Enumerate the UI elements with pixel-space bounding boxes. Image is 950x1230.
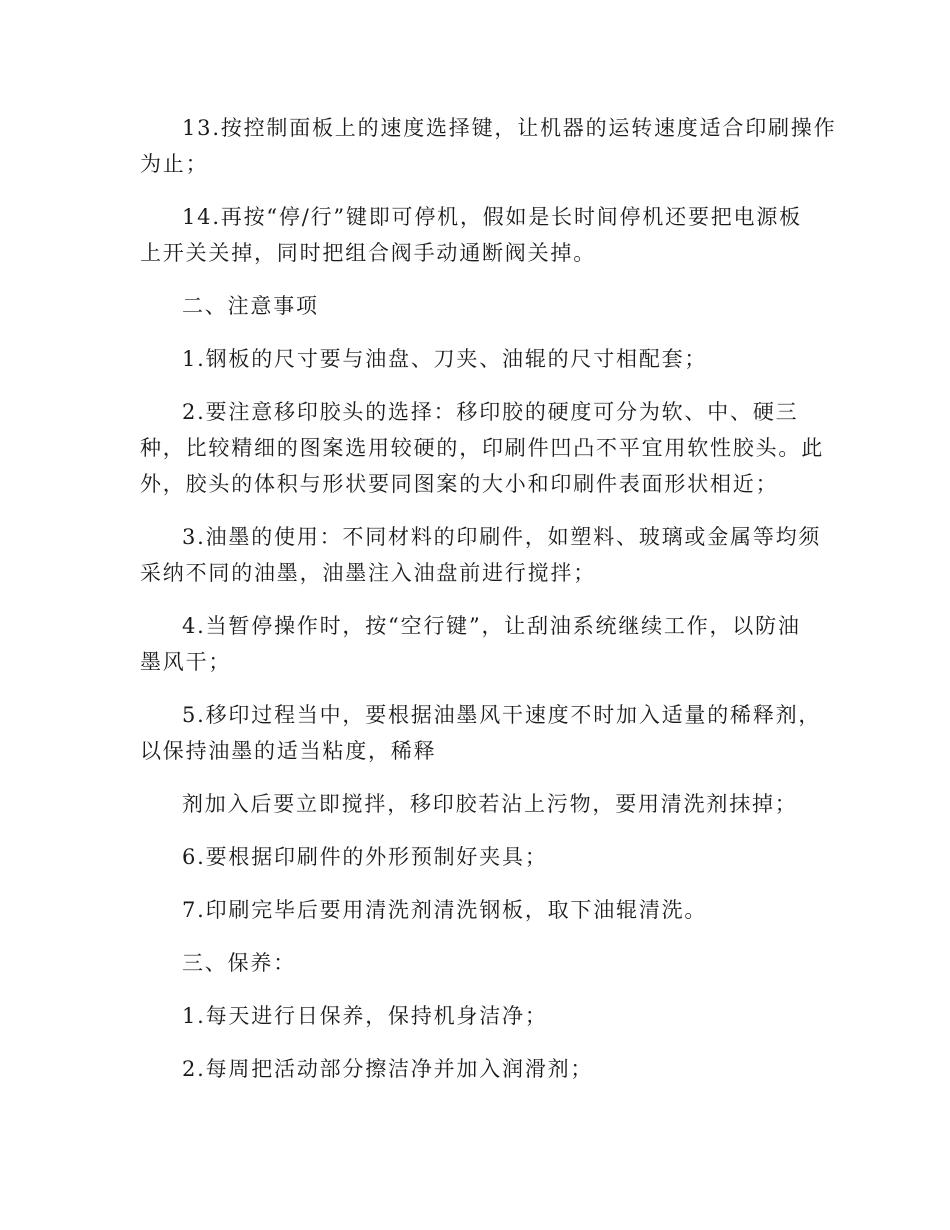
section-heading-maintenance: 三、保养： — [182, 951, 296, 975]
note-5-line-2: 以保持油墨的适当粘度，稀释 — [140, 739, 437, 763]
note-3-line-2: 采纳不同的油墨，油墨注入油盘前进行搅拌； — [140, 561, 596, 585]
note-7: 7.印刷完毕后要用清洗剂清洗钢板，取下油辊清洗。 — [182, 898, 708, 922]
maintenance-2: 2.每周把活动部分擦洁净并加入润滑剂； — [182, 1057, 594, 1081]
note-6: 6.要根据印刷件的外形预制好夹具； — [182, 845, 548, 869]
paragraph-14-line-2: 上开关关掉，同时把组合阀手动通断阀关掉。 — [140, 241, 596, 265]
note-1: 1.钢板的尺寸要与油盘、刀夹、油辊的尺寸相配套； — [182, 347, 708, 371]
paragraph-14-line-1: 14.再按“停/行”键即可停机，假如是长时间停机还要把电源板 — [182, 205, 802, 229]
paragraph-13-line-2: 为止； — [140, 152, 209, 176]
note-3-line-1: 3.油墨的使用：不同材料的印刷件，如塑料、玻璃或金属等均须 — [182, 525, 822, 549]
paragraph-13-line-1: 13.按控制面板上的速度选择键，让机器的运转速度适合印刷操作 — [182, 116, 837, 140]
note-2-line-3: 外，胶头的体积与形状要同图案的大小和印刷件表面形状相近； — [140, 472, 779, 496]
note-5-line-1: 5.移印过程当中，要根据油墨风干速度不时加入适量的稀释剂， — [182, 703, 822, 727]
note-2-line-2: 种，比较精细的图案选用较硬的，印刷件凹凸不平宜用软性胶头。此 — [140, 436, 824, 460]
note-4-line-1: 4.当暂停操作时，按“空行键”，让刮油系统继续工作，以防油 — [182, 614, 801, 638]
maintenance-1: 1.每天进行日保养，保持机身洁净； — [182, 1004, 548, 1028]
note-4-line-2: 墨风干； — [140, 650, 232, 674]
note-5-continuation: 剂加入后要立即搅拌，移印胶若沾上污物，要用清洗剂抹掉； — [182, 792, 798, 816]
section-heading-notes: 二、注意事项 — [182, 294, 319, 318]
note-2-line-1: 2.要注意移印胶头的选择：移印胶的硬度可分为软、中、硬三 — [182, 400, 799, 424]
